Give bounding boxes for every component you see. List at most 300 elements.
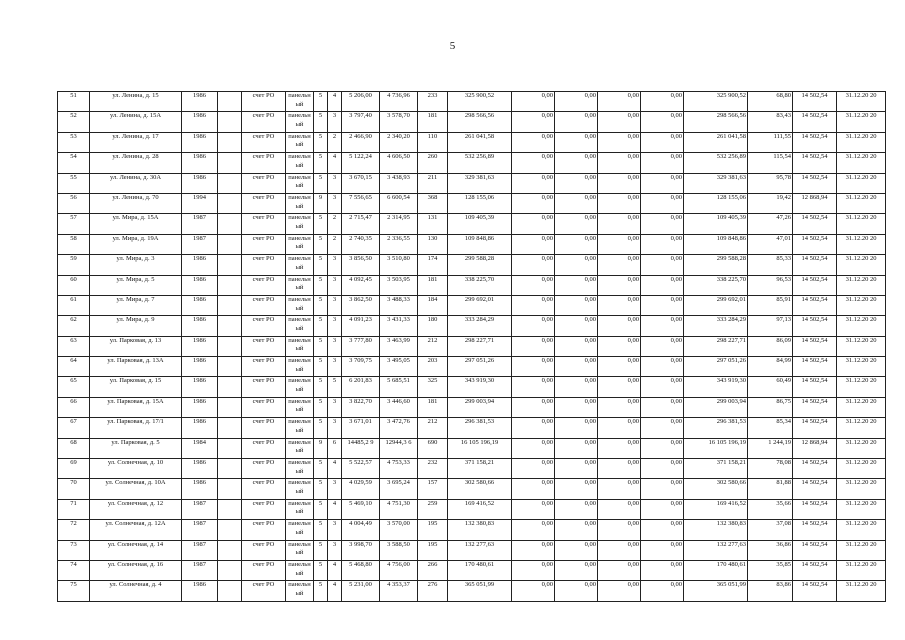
address-cell: ул. Парковая, д. 13А — [90, 357, 182, 377]
residents-count-cell: 181 — [418, 112, 448, 132]
address-cell: ул. Мира, д. 15А — [90, 214, 182, 234]
commission-year-cell: 1986 — [182, 377, 218, 397]
other-funds-cell: 0,00 — [641, 316, 684, 336]
wall-material-cell: панельн ый — [286, 499, 314, 519]
total-area-cell: 3 862,50 — [342, 295, 380, 315]
address-cell: ул. Солнечная, д. 12А — [90, 520, 182, 540]
owner-funds-cell: 371 158,21 — [684, 459, 748, 479]
entrances-count-cell: 3 — [328, 295, 342, 315]
completion-date-cell: 31.12.20 20 — [837, 193, 886, 213]
total-area-cell: 5 122,24 — [342, 153, 380, 173]
blank-cell-cell — [218, 234, 242, 254]
fund-method-cell: счет РО — [242, 479, 286, 499]
address-cell: ул. Мира, д. 3 — [90, 255, 182, 275]
living-area-cell: 6 600,54 — [380, 193, 418, 213]
cost-per-sqm-cell: 85,91 — [748, 295, 793, 315]
owner-funds-cell: 333 284,29 — [684, 316, 748, 336]
max-cost-per-sqm-cell: 14 502,54 — [793, 357, 837, 377]
other-funds-cell: 0,00 — [641, 357, 684, 377]
completion-date-cell: 31.12.20 20 — [837, 234, 886, 254]
total-area-cell: 4 091,23 — [342, 316, 380, 336]
owner-funds-cell: 132 380,83 — [684, 520, 748, 540]
regional-funds-cell: 0,00 — [555, 540, 598, 560]
total-cost-cell: 261 041,58 — [448, 132, 512, 152]
commission-year-cell: 1986 — [182, 173, 218, 193]
total-cost-cell: 299 588,28 — [448, 255, 512, 275]
blank-cell-cell — [218, 357, 242, 377]
regional-funds-cell: 0,00 — [555, 581, 598, 601]
local-funds-cell: 0,00 — [598, 132, 641, 152]
cost-per-sqm-cell: 84,99 — [748, 357, 793, 377]
floors-count-cell: 9 — [314, 193, 328, 213]
local-funds-cell: 0,00 — [598, 560, 641, 580]
table-row — [58, 357, 886, 377]
regional-funds-cell: 0,00 — [555, 377, 598, 397]
blank-cell-cell — [218, 438, 242, 458]
completion-date-cell: 31.12.20 20 — [837, 499, 886, 519]
residents-count-cell: 232 — [418, 459, 448, 479]
total-cost-cell: 329 381,63 — [448, 173, 512, 193]
cost-per-sqm-cell: 60,49 — [748, 377, 793, 397]
floors-count-cell: 5 — [314, 357, 328, 377]
cost-per-sqm-cell: 68,80 — [748, 92, 793, 112]
cost-per-sqm-cell: 47,01 — [748, 234, 793, 254]
federal-funds-cell: 0,00 — [512, 316, 555, 336]
wall-material-cell: панельн ый — [286, 255, 314, 275]
floors-count-cell: 5 — [314, 377, 328, 397]
completion-date-cell: 31.12.20 20 — [837, 336, 886, 356]
total-cost-cell: 333 284,29 — [448, 316, 512, 336]
row-number-cell: 59 — [58, 255, 90, 275]
wall-material-cell: панельн ый — [286, 397, 314, 417]
max-cost-per-sqm-cell: 14 502,54 — [793, 153, 837, 173]
local-funds-cell: 0,00 — [598, 112, 641, 132]
other-funds-cell: 0,00 — [641, 377, 684, 397]
other-funds-cell: 0,00 — [641, 275, 684, 295]
address-cell: ул. Ленина, д. 15 — [90, 92, 182, 112]
table-row — [58, 499, 886, 519]
entrances-count-cell: 2 — [328, 214, 342, 234]
floors-count-cell: 5 — [314, 173, 328, 193]
entrances-count-cell: 3 — [328, 173, 342, 193]
commission-year-cell: 1986 — [182, 295, 218, 315]
commission-year-cell: 1987 — [182, 540, 218, 560]
owner-funds-cell: 297 051,26 — [684, 357, 748, 377]
residents-count-cell: 174 — [418, 255, 448, 275]
wall-material-cell: панельн ый — [286, 336, 314, 356]
max-cost-per-sqm-cell: 14 502,54 — [793, 377, 837, 397]
owner-funds-cell: 302 580,66 — [684, 479, 748, 499]
address-cell: ул. Парковая, д. 13 — [90, 336, 182, 356]
living-area-cell: 3 472,76 — [380, 418, 418, 438]
max-cost-per-sqm-cell: 14 502,54 — [793, 132, 837, 152]
federal-funds-cell: 0,00 — [512, 112, 555, 132]
entrances-count-cell: 3 — [328, 275, 342, 295]
entrances-count-cell: 4 — [328, 153, 342, 173]
commission-year-cell: 1987 — [182, 214, 218, 234]
completion-date-cell: 31.12.20 20 — [837, 397, 886, 417]
total-cost-cell: 169 416,52 — [448, 499, 512, 519]
total-cost-cell: 325 900,52 — [448, 92, 512, 112]
federal-funds-cell: 0,00 — [512, 295, 555, 315]
completion-date-cell: 31.12.20 20 — [837, 153, 886, 173]
table-row — [58, 560, 886, 580]
table-row — [58, 316, 886, 336]
living-area-cell: 3 578,70 — [380, 112, 418, 132]
blank-cell-cell — [218, 275, 242, 295]
total-area-cell: 2 715,47 — [342, 214, 380, 234]
federal-funds-cell: 0,00 — [512, 255, 555, 275]
other-funds-cell: 0,00 — [641, 112, 684, 132]
floors-count-cell: 5 — [314, 275, 328, 295]
fund-method-cell: счет РО — [242, 295, 286, 315]
max-cost-per-sqm-cell: 14 502,54 — [793, 520, 837, 540]
other-funds-cell: 0,00 — [641, 92, 684, 112]
address-cell: ул. Солнечная, д. 4 — [90, 581, 182, 601]
address-cell: ул. Мира, д. 9 — [90, 316, 182, 336]
row-number-cell: 65 — [58, 377, 90, 397]
fund-method-cell: счет РО — [242, 275, 286, 295]
owner-funds-cell: 169 416,52 — [684, 499, 748, 519]
entrances-count-cell: 5 — [328, 377, 342, 397]
table-row — [58, 540, 886, 560]
other-funds-cell: 0,00 — [641, 153, 684, 173]
federal-funds-cell: 0,00 — [512, 234, 555, 254]
row-number-cell: 66 — [58, 397, 90, 417]
fund-method-cell: счет РО — [242, 132, 286, 152]
cost-per-sqm-cell: 35,85 — [748, 560, 793, 580]
entrances-count-cell: 4 — [328, 459, 342, 479]
blank-cell-cell — [218, 377, 242, 397]
cost-per-sqm-cell: 111,55 — [748, 132, 793, 152]
cost-per-sqm-cell: 19,42 — [748, 193, 793, 213]
completion-date-cell: 31.12.20 20 — [837, 357, 886, 377]
residents-count-cell: 212 — [418, 336, 448, 356]
living-area-cell: 3 588,50 — [380, 540, 418, 560]
federal-funds-cell: 0,00 — [512, 540, 555, 560]
living-area-cell: 3 431,33 — [380, 316, 418, 336]
regional-funds-cell: 0,00 — [555, 520, 598, 540]
total-cost-cell: 170 480,61 — [448, 560, 512, 580]
fund-method-cell: счет РО — [242, 234, 286, 254]
other-funds-cell: 0,00 — [641, 459, 684, 479]
max-cost-per-sqm-cell: 14 502,54 — [793, 234, 837, 254]
residents-count-cell: 690 — [418, 438, 448, 458]
local-funds-cell: 0,00 — [598, 357, 641, 377]
entrances-count-cell: 3 — [328, 540, 342, 560]
owner-funds-cell: 296 381,53 — [684, 418, 748, 438]
regional-funds-cell: 0,00 — [555, 479, 598, 499]
living-area-cell: 4 606,50 — [380, 153, 418, 173]
other-funds-cell: 0,00 — [641, 397, 684, 417]
living-area-cell: 3 495,05 — [380, 357, 418, 377]
federal-funds-cell: 0,00 — [512, 459, 555, 479]
regional-funds-cell: 0,00 — [555, 459, 598, 479]
federal-funds-cell: 0,00 — [512, 214, 555, 234]
owner-funds-cell: 132 277,63 — [684, 540, 748, 560]
living-area-cell: 2 340,20 — [380, 132, 418, 152]
total-cost-cell: 371 158,21 — [448, 459, 512, 479]
commission-year-cell: 1986 — [182, 132, 218, 152]
commission-year-cell: 1986 — [182, 316, 218, 336]
blank-cell-cell — [218, 295, 242, 315]
fund-method-cell: счет РО — [242, 438, 286, 458]
regional-funds-cell: 0,00 — [555, 560, 598, 580]
fund-method-cell: счет РО — [242, 377, 286, 397]
total-area-cell: 14485,2 9 — [342, 438, 380, 458]
completion-date-cell: 31.12.20 20 — [837, 316, 886, 336]
other-funds-cell: 0,00 — [641, 214, 684, 234]
floors-count-cell: 5 — [314, 112, 328, 132]
total-cost-cell: 128 155,06 — [448, 193, 512, 213]
living-area-cell: 3 695,24 — [380, 479, 418, 499]
residents-count-cell: 180 — [418, 316, 448, 336]
cost-per-sqm-cell: 115,54 — [748, 153, 793, 173]
max-cost-per-sqm-cell: 14 502,54 — [793, 560, 837, 580]
cost-per-sqm-cell: 35,66 — [748, 499, 793, 519]
living-area-cell: 4 756,00 — [380, 560, 418, 580]
local-funds-cell: 0,00 — [598, 540, 641, 560]
max-cost-per-sqm-cell: 12 868,94 — [793, 193, 837, 213]
total-cost-cell: 298 566,56 — [448, 112, 512, 132]
blank-cell-cell — [218, 92, 242, 112]
federal-funds-cell: 0,00 — [512, 397, 555, 417]
commission-year-cell: 1986 — [182, 92, 218, 112]
entrances-count-cell: 3 — [328, 397, 342, 417]
total-area-cell: 3 797,40 — [342, 112, 380, 132]
living-area-cell: 3 510,80 — [380, 255, 418, 275]
completion-date-cell: 31.12.20 20 — [837, 581, 886, 601]
wall-material-cell: панельн ый — [286, 295, 314, 315]
cost-per-sqm-cell: 97,13 — [748, 316, 793, 336]
regional-funds-cell: 0,00 — [555, 357, 598, 377]
commission-year-cell: 1986 — [182, 459, 218, 479]
total-cost-cell: 132 380,83 — [448, 520, 512, 540]
residents-count-cell: 276 — [418, 581, 448, 601]
other-funds-cell: 0,00 — [641, 132, 684, 152]
local-funds-cell: 0,00 — [598, 92, 641, 112]
cost-per-sqm-cell: 86,09 — [748, 336, 793, 356]
floors-count-cell: 5 — [314, 92, 328, 112]
row-number-cell: 74 — [58, 560, 90, 580]
fund-method-cell: счет РО — [242, 214, 286, 234]
regional-funds-cell: 0,00 — [555, 153, 598, 173]
local-funds-cell: 0,00 — [598, 275, 641, 295]
blank-cell-cell — [218, 132, 242, 152]
total-cost-cell: 109 848,86 — [448, 234, 512, 254]
floors-count-cell: 5 — [314, 397, 328, 417]
local-funds-cell: 0,00 — [598, 295, 641, 315]
commission-year-cell: 1984 — [182, 438, 218, 458]
other-funds-cell: 0,00 — [641, 255, 684, 275]
completion-date-cell: 31.12.20 20 — [837, 459, 886, 479]
total-cost-cell: 365 051,99 — [448, 581, 512, 601]
table-row — [58, 459, 886, 479]
owner-funds-cell: 298 566,56 — [684, 112, 748, 132]
other-funds-cell: 0,00 — [641, 581, 684, 601]
total-cost-cell: 297 051,26 — [448, 357, 512, 377]
regional-funds-cell: 0,00 — [555, 132, 598, 152]
fund-method-cell: счет РО — [242, 520, 286, 540]
blank-cell-cell — [218, 153, 242, 173]
commission-year-cell: 1986 — [182, 479, 218, 499]
blank-cell-cell — [218, 173, 242, 193]
federal-funds-cell: 0,00 — [512, 193, 555, 213]
cost-per-sqm-cell: 47,26 — [748, 214, 793, 234]
commission-year-cell: 1986 — [182, 112, 218, 132]
completion-date-cell: 31.12.20 20 — [837, 377, 886, 397]
regional-funds-cell: 0,00 — [555, 173, 598, 193]
floors-count-cell: 5 — [314, 499, 328, 519]
row-number-cell: 54 — [58, 153, 90, 173]
owner-funds-cell: 170 480,61 — [684, 560, 748, 580]
wall-material-cell: панельн ый — [286, 581, 314, 601]
max-cost-per-sqm-cell: 14 502,54 — [793, 479, 837, 499]
owner-funds-cell: 109 405,39 — [684, 214, 748, 234]
residents-count-cell: 260 — [418, 153, 448, 173]
total-cost-cell: 343 919,30 — [448, 377, 512, 397]
living-area-cell: 12944,3 6 — [380, 438, 418, 458]
completion-date-cell: 31.12.20 20 — [837, 112, 886, 132]
fund-method-cell: счет РО — [242, 255, 286, 275]
blank-cell-cell — [218, 459, 242, 479]
wall-material-cell: панельн ый — [286, 357, 314, 377]
address-cell: ул. Парковая, д. 5 — [90, 438, 182, 458]
table-row — [58, 418, 886, 438]
total-area-cell: 5 231,00 — [342, 581, 380, 601]
row-number-cell: 51 — [58, 92, 90, 112]
floors-count-cell: 5 — [314, 560, 328, 580]
address-cell: ул. Ленина, д. 70 — [90, 193, 182, 213]
max-cost-per-sqm-cell: 14 502,54 — [793, 92, 837, 112]
row-number-cell: 68 — [58, 438, 90, 458]
table-row — [58, 92, 886, 112]
living-area-cell: 3 503,95 — [380, 275, 418, 295]
row-number-cell: 56 — [58, 193, 90, 213]
local-funds-cell: 0,00 — [598, 438, 641, 458]
owner-funds-cell: 109 848,86 — [684, 234, 748, 254]
floors-count-cell: 5 — [314, 540, 328, 560]
regional-funds-cell: 0,00 — [555, 193, 598, 213]
other-funds-cell: 0,00 — [641, 418, 684, 438]
blank-cell-cell — [218, 255, 242, 275]
commission-year-cell: 1986 — [182, 336, 218, 356]
fund-method-cell: счет РО — [242, 112, 286, 132]
local-funds-cell: 0,00 — [598, 316, 641, 336]
table-row — [58, 336, 886, 356]
table-row — [58, 132, 886, 152]
federal-funds-cell: 0,00 — [512, 357, 555, 377]
blank-cell-cell — [218, 418, 242, 438]
completion-date-cell: 31.12.20 20 — [837, 214, 886, 234]
max-cost-per-sqm-cell: 14 502,54 — [793, 418, 837, 438]
owner-funds-cell: 299 003,94 — [684, 397, 748, 417]
floors-count-cell: 5 — [314, 214, 328, 234]
local-funds-cell: 0,00 — [598, 336, 641, 356]
wall-material-cell: панельн ый — [286, 377, 314, 397]
residents-count-cell: 130 — [418, 234, 448, 254]
blank-cell-cell — [218, 479, 242, 499]
commission-year-cell: 1994 — [182, 193, 218, 213]
total-area-cell: 5 206,00 — [342, 92, 380, 112]
floors-count-cell: 5 — [314, 520, 328, 540]
address-cell: ул. Ленина, д. 28 — [90, 153, 182, 173]
cost-per-sqm-cell: 85,33 — [748, 255, 793, 275]
wall-material-cell: панельн ый — [286, 479, 314, 499]
address-cell: ул. Солнечная, д. 10А — [90, 479, 182, 499]
row-number-cell: 57 — [58, 214, 90, 234]
completion-date-cell: 31.12.20 20 — [837, 275, 886, 295]
completion-date-cell: 31.12.20 20 — [837, 295, 886, 315]
commission-year-cell: 1987 — [182, 520, 218, 540]
cost-per-sqm-cell: 86,75 — [748, 397, 793, 417]
owner-funds-cell: 532 256,89 — [684, 153, 748, 173]
commission-year-cell: 1986 — [182, 581, 218, 601]
owner-funds-cell: 16 105 196,19 — [684, 438, 748, 458]
fund-method-cell: счет РО — [242, 316, 286, 336]
row-number-cell: 62 — [58, 316, 90, 336]
local-funds-cell: 0,00 — [598, 581, 641, 601]
table-row — [58, 581, 886, 601]
blank-cell-cell — [218, 581, 242, 601]
table-row — [58, 438, 886, 458]
residents-count-cell: 259 — [418, 499, 448, 519]
commission-year-cell: 1986 — [182, 275, 218, 295]
living-area-cell: 4 736,96 — [380, 92, 418, 112]
regional-funds-cell: 0,00 — [555, 418, 598, 438]
wall-material-cell: панельн ый — [286, 92, 314, 112]
regional-funds-cell: 0,00 — [555, 336, 598, 356]
blank-cell-cell — [218, 336, 242, 356]
wall-material-cell: панельн ый — [286, 438, 314, 458]
local-funds-cell: 0,00 — [598, 499, 641, 519]
living-area-cell: 4 753,33 — [380, 459, 418, 479]
residents-count-cell: 211 — [418, 173, 448, 193]
owner-funds-cell: 329 381,63 — [684, 173, 748, 193]
fund-method-cell: счет РО — [242, 357, 286, 377]
total-cost-cell: 109 405,39 — [448, 214, 512, 234]
address-cell: ул. Солнечная, д. 10 — [90, 459, 182, 479]
regional-funds-cell: 0,00 — [555, 316, 598, 336]
address-cell: ул. Парковая, д. 15 — [90, 377, 182, 397]
commission-year-cell: 1986 — [182, 153, 218, 173]
cost-per-sqm-cell: 37,08 — [748, 520, 793, 540]
total-area-cell: 3 998,70 — [342, 540, 380, 560]
row-number-cell: 67 — [58, 418, 90, 438]
local-funds-cell: 0,00 — [598, 479, 641, 499]
owner-funds-cell: 343 919,30 — [684, 377, 748, 397]
address-cell: ул. Солнечная, д. 12 — [90, 499, 182, 519]
local-funds-cell: 0,00 — [598, 193, 641, 213]
fund-method-cell: счет РО — [242, 560, 286, 580]
regional-funds-cell: 0,00 — [555, 112, 598, 132]
wall-material-cell: панельн ый — [286, 193, 314, 213]
wall-material-cell: панельн ый — [286, 418, 314, 438]
entrances-count-cell: 3 — [328, 255, 342, 275]
max-cost-per-sqm-cell: 14 502,54 — [793, 173, 837, 193]
entrances-count-cell: 3 — [328, 336, 342, 356]
blank-cell-cell — [218, 540, 242, 560]
floors-count-cell: 5 — [314, 295, 328, 315]
table-row — [58, 479, 886, 499]
max-cost-per-sqm-cell: 14 502,54 — [793, 459, 837, 479]
entrances-count-cell: 3 — [328, 357, 342, 377]
wall-material-cell: панельн ый — [286, 112, 314, 132]
fund-method-cell: счет РО — [242, 499, 286, 519]
living-area-cell: 2 314,95 — [380, 214, 418, 234]
entrances-count-cell: 6 — [328, 438, 342, 458]
row-number-cell: 63 — [58, 336, 90, 356]
